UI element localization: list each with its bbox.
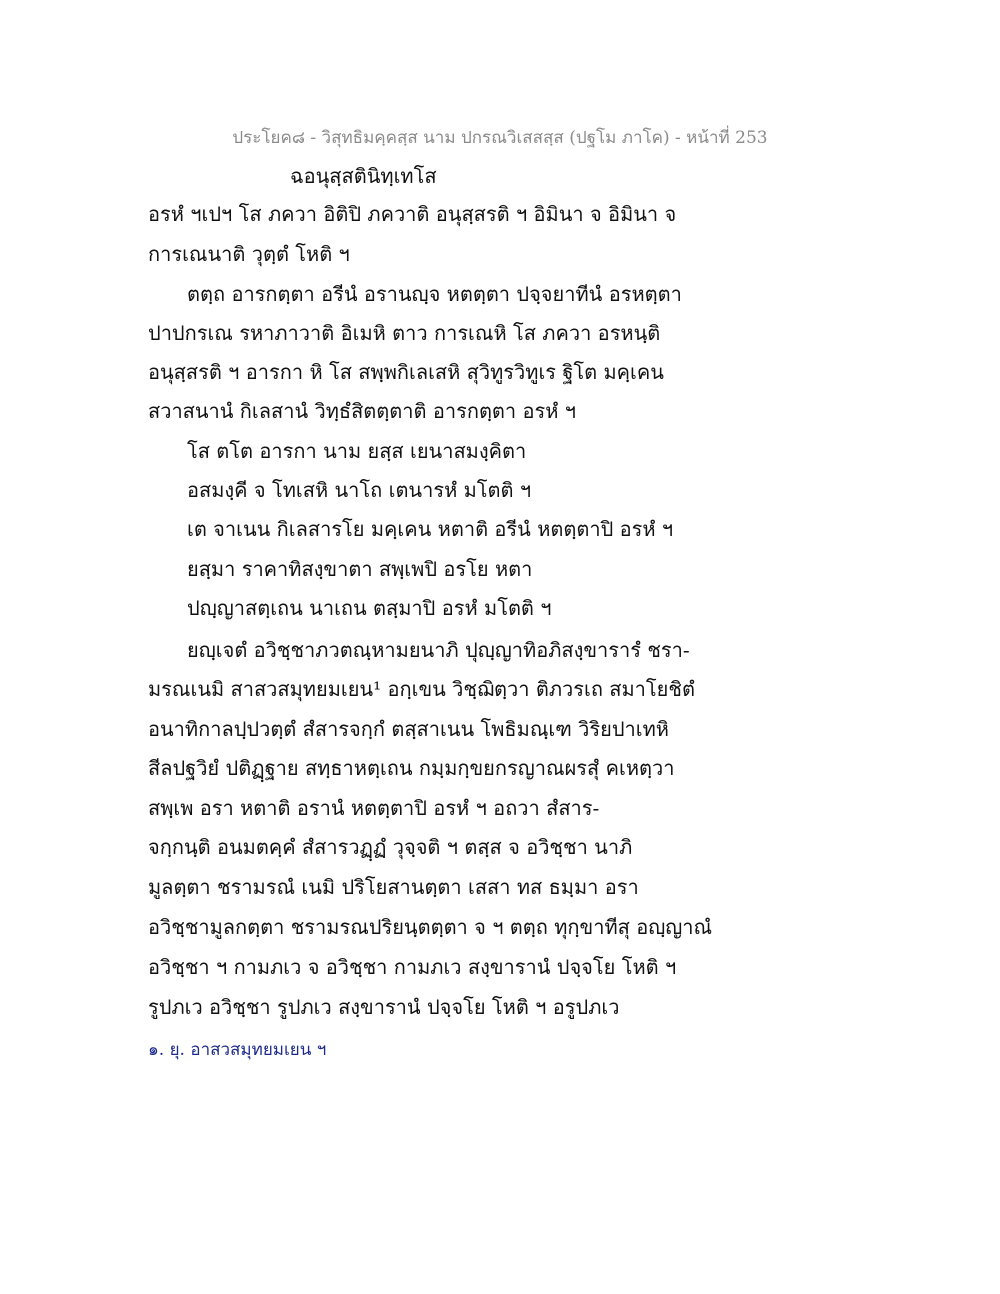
footnote: ๑. ยุ. อาสวสมุทยมเยน ฯ (148, 1040, 327, 1060)
verse-line: อสมงฺคี จ โทเสหิ นาโถ เตนารหํ มโตติ ฯ (187, 478, 532, 502)
text-line: ปาปกรเณ รหาภาวาติ อิเมหิ ตาว การเณหิ โส ภควา อรหนฺติ (148, 321, 661, 345)
text-line: ยญฺเจตํ อวิชฺชาภวตณฺหามยนาภิ ปุญฺญาทิอภิสงฺขารารํ ชรา- (187, 638, 690, 662)
page-header: ประโยค๘ - วิสุทธิมคฺคสฺส นาม ปกรณวิเสสสฺส (ปฐโม ภาโค) - หน้าที่ 253 (232, 128, 768, 148)
text-line: รูปภเว อวิชฺชา รูปภเว สงฺขารานํ ปจฺจโย โหติ ฯ อรูปภเว (148, 995, 620, 1019)
text-line: การเณนาติ วุตฺตํ โหติ ฯ (148, 242, 350, 266)
text-line: อวิชฺชามูลกตฺตา ชรามรณปริยนฺตตฺตา จ ฯ ตตฺถ ทุกฺขาทีสุ อญฺญาณํ (148, 915, 713, 939)
text-line: เต จาเนน กิเลสารโย มคฺเคน หตาติ อรีนํ หตตฺตาปิ อรหํ ฯ (187, 517, 674, 541)
text-line: อนาทิกาลปฺปวตฺตํ สํสารจกฺกํ ตสฺสาเนน โพธิมณฺเฑ วิริยปาเทหิ (148, 717, 669, 741)
text-line: ตตฺถ อารกตฺตา อรีนํ อรานญฺจ หตตฺตา ปจฺจยาทีนํ อรหตฺตา (187, 282, 682, 306)
text-line: สวาสนานํ กิเลสานํ วิทฺธํสิตตฺตาติ อารกตฺตา อรหํ ฯ (148, 399, 577, 423)
text-line: สพฺเพ อรา หตาติ อรานํ หตตฺตาปิ อรหํ ฯ อถวา สํสาร- (148, 796, 600, 820)
section-title: ฉอนุสฺสตินิทฺเทโส (290, 164, 437, 188)
text-line: อวิชฺชา ฯ กามภเว จ อวิชฺชา กามภเว สงฺขารานํ ปจฺจโย โหติ ฯ (148, 955, 677, 979)
text-line: สีลปฐวิยํ ปติฏฺฐาย สทฺธาหตฺเถน กมฺมกฺขยกรญาณผรสุํ คเหตฺวา (148, 756, 675, 780)
verse-line: ยสฺมา ราคาทิสงฺขาตา สพฺเพปิ อรโย หตา (187, 557, 533, 581)
text-line: อนุสฺสรติ ฯ อารกา หิ โส สพฺพกิเลเสหิ สุวิทูรวิทูเร ฐิโต มคฺเคน (148, 360, 664, 384)
text-line: อรหํ ฯเปฯ โส ภควา อิติปิ ภควาติ อนุสฺสรติ ฯ อิมินา จ อิมินา จ (148, 202, 677, 226)
verse-line: ปญฺญาสตฺเถน นาเถน ตสฺมาปิ อรหํ มโตติ ฯ (187, 596, 552, 620)
text-line: มูลตฺตา ชรามรณํ เนมิ ปริโยสานตฺตา เสสา ทส ธมฺมา อรา (148, 875, 639, 899)
text-line: มรณเนมิ สาสวสมุทยมเยน¹ อกฺเขน วิชฺฌิตฺวา ติภวรเถ สมาโยชิตํ (148, 677, 695, 701)
text-line: จกฺกนฺติ อนมตคฺคํ สํสารวฏฺฏํ วุจฺจติ ฯ ตสฺส จ อวิชฺชา นาภิ (148, 835, 633, 859)
verse-line: โส ตโต อารกา นาม ยสฺส เยนาสมงฺคิตา (187, 439, 527, 463)
